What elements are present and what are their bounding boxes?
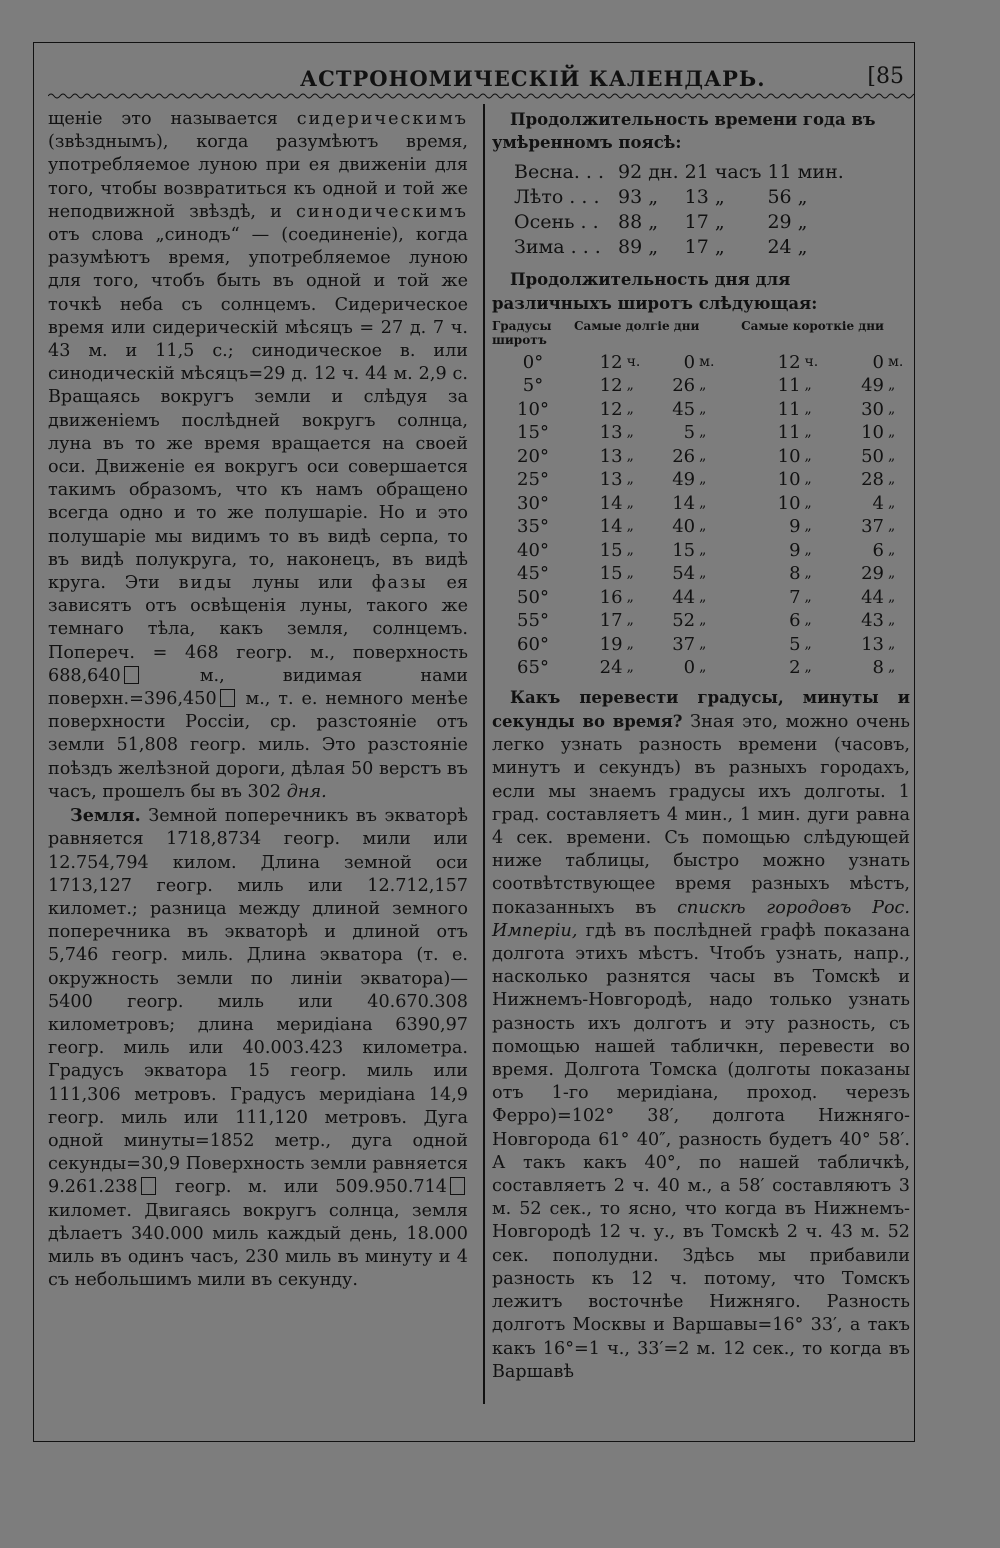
cell-sh: 10 (777, 492, 801, 514)
cell-sm: 28 (861, 469, 884, 491)
season-cell-m: 29 (767, 211, 792, 234)
cell-sm: 13 (861, 633, 884, 655)
cell-sh: 9 (789, 516, 801, 538)
cell-lhu: „ (626, 377, 634, 394)
cell-lh: 17 (599, 610, 623, 632)
cell-shu: „ (804, 659, 812, 676)
cell-lm: 5 (683, 422, 696, 444)
cell-lmu: „ (699, 612, 707, 629)
cell-lmu: „ (699, 447, 707, 464)
moon-paragraph: щеніе это называется сидерическимъ (звѣзднымъ), когда разумѣютъ время, употребляемое луною при ея движеніи для того, чтобы возвратиться къ одной и той же неподвижной звѣздѣ, и синодическимъ отъ слова „синодъ“ — (соединеніе), когда разумѣютъ время, употребляемое луною для того, чтобъ быть въ одной и той же точкѣ неба съ солнцемъ. Сидерическое время или сидерическій мѣсяцъ = 27 д. 7 ч. 43 м. и 11,5 с.; синодическое в. или синодическій мѣсяцъ=29 д. 12 ч. 44 м. 2,9 с. Вращаясь вокругъ земли и слѣдуя за движеніемъ послѣдней вокругъ солнца, луна въ то же время вращается на своей оси. Движеніе ея вокругъ оси совершается такимъ образомъ, что къ намъ обращено всегда одно и то же полушаріе. Но и это полушаріе мы видимъ то въ видѣ серпа, то въ видѣ полукруга, то, наконецъ, въ видѣ круга. Эти виды луны или фазы ея зависятъ отъ освѣщенія луны, такого же темнаго тѣла, какъ земля, солнцемъ. Попереч. = 468 геогр. м., поверхность 688,640 м., видимая нами поверхн.=396,450 м., т. е. немного менѣе поверхности Россіи, ср. разстояніе отъ земли 51,808 геогр. миль. Это разстояніе поѣздъ желѣзной дороги, дѣлая 50 верстъ въ часъ, прошелъ бы въ 302 дня. (48, 109, 468, 802)
cell-smu: м. (888, 353, 904, 370)
cell-shu: „ (804, 424, 812, 441)
cell-lat: 55° (517, 610, 549, 632)
cell-sh: 11 (777, 398, 801, 420)
cell-lat: 45° (517, 563, 549, 585)
term-phases: виды (178, 573, 234, 594)
table-row (492, 398, 908, 422)
table-row (492, 492, 908, 516)
cell-shu: „ (804, 541, 812, 558)
season-cell-d: 93 (618, 186, 643, 209)
cell-lat: 40° (517, 539, 549, 561)
cell-lmu: „ (699, 494, 707, 511)
cell-lh: 15 (599, 563, 623, 585)
cell-smu: „ (888, 541, 896, 558)
cell-sh: 10 (777, 445, 801, 467)
cell-lhu: „ (626, 471, 634, 488)
cell-lm: 52 (672, 610, 696, 632)
earth-paragraph: Земля. Земной поперечникъ въ экваторѣ равняется 1718,8734 геогр. мили или 12.754,794 килом. Длина земной оси 1713,127 геогр. миль или 12.712,157 километ.; разница между длиной земного поперечника въ экваторѣ и длиной отъ 5,746 геогр. миль. Длина экватора (т. е. окружность земли по линіи экватора)— 5400 геогр. миль или 40.670.308 километровъ; длина меридіана 6390,97 геогр. миль или 40.003.423 километра. Градусъ экватора 15 геогр. миль или 111,306 метровъ. Градусъ меридіана 14,9 геогр. миль или 111,120 метровъ. Дуга одной минуты=1852 метр., дуга одной секунды=30,9 Поверхность земли равняется 9.261.238 геогр. м. или 509.950.714 километ. Двигаясь вокругъ солнца, земля дѣлаетъ 340.000 миль каждый день, 18.000 миль въ одинъ часъ, 230 миль въ минуту и 4 съ небольшимъ мили въ секунду. (48, 805, 468, 1291)
cell-lat: 30° (517, 492, 549, 514)
cell-shu: „ (804, 612, 812, 629)
cell-lmu: „ (699, 377, 707, 394)
cell-sh: 2 (789, 657, 801, 679)
cell-shu: „ (804, 377, 812, 394)
cell-smu: „ (888, 588, 896, 605)
cell-lat: 5° (522, 375, 544, 397)
cell-lmu: „ (699, 400, 707, 417)
cell-lm: 0 (683, 351, 696, 373)
square-mile-symbol (124, 666, 139, 684)
cell-lhu: „ (626, 541, 634, 558)
season-cell-h: 17 (684, 236, 709, 259)
cell-sm: 6 (872, 539, 884, 561)
col-header-shortest: Самые короткіе дни (741, 318, 884, 333)
cell-sh: 9 (789, 539, 801, 561)
cell-smu: „ (888, 565, 896, 582)
conversion-paragraph: Какъ перевести градусы, минуты и секунды во время? Зная это, можно очень легко узнать разность времени (часовъ, минутъ и секундъ) въ разныхъ городахъ, если мы знаемъ градусы ихъ долготы. 1 град. составляетъ 4 мин., 1 мин. дуги равна 4 сек. времени. Съ помощью слѣдующей ниже таблицы, быстро можно узнать соотвѣтствующее время разныхъ мѣстъ, показанныхъ въ спискѣ городовъ Рос. Имперіи, гдѣ въ послѣдней графѣ показана долгота этихъ мѣстъ. Чтобъ узнать, напр., насколько разнятся часы въ Томскѣ и Нижнемъ-Новгородѣ, надо только узнать разность ихъ долготъ и эту разность, съ помощью нашей табличкн, перевести во время. Долгота Томска (долготы показаны отъ 1-го меридіана, проход. черезъ Ферро)=102° 38′, долгота Нижняго-Новгорода 61° 40″, разность будетъ 40° 58′. А такъ какъ 40°, по нашей табличкѣ, составляетъ 2 ч. 40 м., а 58′ составляютъ 3 м. 52 сек., то ясно, что когда въ Нижнемъ-Новгородѣ 12 ч. у., въ Томскѣ 2 ч. 43 м. 52 сек. пополудни. Здѣсь мы прибавили разность къ 12 ч. потому, что Томскъ лежитъ восточнѣе Нижняго. Разность долготъ Москвы и Варшавы=16° 33′, а такъ какъ 16°=1 ч., 33′=2 м. 12 сек., то когда въ Варшавѣ (492, 687, 911, 1382)
season-cell-du: дн. (648, 161, 679, 184)
season-cell-mu: „ (797, 236, 808, 259)
header-wavy-rule (48, 92, 914, 100)
cell-sm: 0 (872, 351, 884, 373)
left-column (48, 108, 468, 1292)
cell-lm: 40 (672, 516, 696, 538)
cell-smu: „ (888, 659, 896, 676)
season-cell-h: 21 (684, 161, 709, 184)
cell-lat: 0° (522, 351, 544, 373)
cell-lmu: „ (699, 565, 707, 582)
conversion-heading: Какъ перевести градусы, минуты и секунды во время? (492, 687, 910, 732)
col-header-longest: Самые долгіе дни (574, 318, 700, 333)
cell-lmu: „ (699, 588, 707, 605)
table-row (492, 539, 908, 563)
right-column (492, 108, 910, 1384)
cell-lm: 26 (672, 375, 696, 397)
cell-lmu: м. (699, 353, 715, 370)
season-cell-m: 24 (767, 236, 792, 259)
daylength-table (492, 317, 908, 680)
cell-sm: 44 (861, 586, 884, 608)
cell-shu: „ (804, 518, 812, 535)
cell-sh: 12 (777, 351, 801, 373)
cell-lhu: „ (626, 659, 634, 676)
cell-shu: „ (804, 565, 812, 582)
cell-shu: „ (804, 635, 812, 652)
cell-lhu: „ (626, 494, 634, 511)
cell-sm: 37 (861, 516, 884, 538)
earth-heading: Земля. (70, 805, 141, 827)
cell-smu: „ (888, 494, 896, 511)
cell-lh: 24 (599, 657, 623, 679)
cell-lh: 13 (599, 469, 623, 491)
cell-lmu: „ (699, 659, 707, 676)
cell-lat: 65° (517, 657, 549, 679)
table-row (492, 515, 908, 539)
table-row (492, 656, 908, 680)
season-row (514, 185, 850, 210)
cell-smu: „ (888, 447, 896, 464)
cell-smu: „ (888, 518, 896, 535)
cell-lm: 14 (672, 492, 696, 514)
season-cell-hu: „ (714, 211, 725, 234)
cell-lh: 12 (599, 398, 623, 420)
cell-lh: 19 (599, 633, 623, 655)
season-cell-d: 89 (618, 236, 643, 259)
cell-lat: 25° (517, 469, 549, 491)
season-cell-hu: часъ (714, 161, 762, 184)
table-row (492, 351, 908, 375)
cell-lhu: „ (626, 447, 634, 464)
season-cell-hu: „ (714, 236, 725, 259)
cell-shu: „ (804, 471, 812, 488)
cell-sm: 10 (861, 422, 884, 444)
season-cell-h: 13 (684, 186, 709, 209)
term-phase: фазы (371, 573, 428, 594)
cell-lh: 15 (599, 539, 623, 561)
table-row (492, 609, 908, 633)
cell-lmu: „ (699, 471, 707, 488)
cell-shu: „ (804, 447, 812, 464)
cell-lh: 12 (599, 375, 623, 397)
cell-lhu: „ (626, 565, 634, 582)
cell-sh: 11 (777, 375, 801, 397)
cell-lat: 20° (517, 445, 549, 467)
cell-lh: 14 (599, 516, 623, 538)
cell-smu: „ (888, 612, 896, 629)
term-sidereal: сидерическимъ (296, 109, 468, 129)
cell-sm: 30 (861, 398, 884, 420)
cell-smu: „ (888, 471, 896, 488)
cell-lat: 60° (517, 633, 549, 655)
cell-sh: 10 (777, 469, 801, 491)
cell-lm: 49 (672, 469, 696, 491)
square-mile-symbol (141, 1177, 156, 1195)
cell-shu: „ (804, 494, 812, 511)
cell-lhu: „ (626, 612, 634, 629)
table-row (492, 562, 908, 586)
cell-lm: 15 (672, 539, 696, 561)
cell-lhu: „ (626, 424, 634, 441)
cell-lmu: „ (699, 541, 707, 558)
daylength-heading: Продолжительность дня для различныхъ широтъ слѣдующая: (492, 270, 818, 313)
cell-sh: 5 (789, 633, 801, 655)
cell-lat: 10° (517, 398, 549, 420)
table-row (492, 374, 908, 398)
season-cell-mu: мин. (797, 161, 844, 184)
season-cell-d: 92 (618, 161, 643, 184)
cell-lm: 26 (672, 445, 696, 467)
term-synodic: синодическимъ (296, 201, 468, 222)
season-cell-name: Лѣто . . . (514, 186, 600, 209)
table-row (492, 586, 908, 610)
table-row (492, 421, 908, 445)
season-row (514, 160, 850, 185)
cell-lhu: „ (626, 518, 634, 535)
cell-smu: „ (888, 400, 896, 417)
cell-lmu: „ (699, 518, 707, 535)
season-cell-name: Зима . . . (514, 236, 601, 259)
cell-shu: „ (804, 400, 812, 417)
cell-sm: 43 (861, 610, 884, 632)
season-cell-du: „ (648, 236, 659, 259)
season-cell-name: Весна. . . (514, 161, 605, 184)
cell-lat: 50° (517, 586, 549, 608)
season-cell-hu: „ (714, 186, 725, 209)
season-cell-mu: „ (797, 211, 808, 234)
season-row (514, 210, 850, 235)
cell-lm: 45 (672, 398, 696, 420)
season-cell-m: 11 (767, 161, 792, 184)
cell-lh: 13 (599, 445, 623, 467)
cell-shu: ч. (804, 353, 819, 370)
cell-lm: 0 (683, 657, 696, 679)
season-cell-d: 88 (618, 211, 643, 234)
square-mile-symbol (220, 689, 235, 707)
seasons-table (514, 160, 850, 260)
season-cell-mu: „ (797, 186, 808, 209)
cell-sm: 4 (872, 492, 884, 514)
cell-sh: 8 (789, 563, 801, 585)
column-divider (483, 104, 485, 1404)
cell-shu: „ (804, 588, 812, 605)
cell-lm: 37 (672, 633, 696, 655)
season-cell-h: 17 (684, 211, 709, 234)
season-cell-m: 56 (767, 186, 792, 209)
cell-sh: 7 (789, 586, 801, 608)
cell-sm: 49 (861, 375, 884, 397)
cell-sm: 8 (872, 657, 884, 679)
season-cell-du: „ (648, 211, 659, 234)
cell-sm: 29 (861, 563, 884, 585)
cell-lm: 54 (672, 563, 696, 585)
cell-lm: 44 (672, 586, 696, 608)
cell-lhu: „ (626, 635, 634, 652)
square-mile-symbol (450, 1177, 465, 1195)
season-cell-name: Осень . . (514, 211, 599, 234)
col-header-latitude: Градусы широтъ (492, 318, 552, 347)
cell-smu: „ (888, 377, 896, 394)
page-number: [85 (867, 64, 904, 89)
running-title: АСТРОНОМИЧЕСКІЙ КАЛЕНДАРЬ. (300, 66, 766, 91)
cell-lhu: „ (626, 400, 634, 417)
cell-sh: 6 (789, 610, 801, 632)
cell-lat: 35° (517, 516, 549, 538)
season-row (514, 235, 850, 260)
cell-smu: „ (888, 635, 896, 652)
cell-sm: 50 (861, 445, 884, 467)
cell-lh: 16 (599, 586, 623, 608)
table-row (492, 445, 908, 469)
cell-lhu: „ (626, 588, 634, 605)
cell-lmu: „ (699, 424, 707, 441)
cell-lmu: „ (699, 635, 707, 652)
cell-sh: 11 (777, 422, 801, 444)
season-cell-du: „ (648, 186, 659, 209)
table-row (492, 468, 908, 492)
cell-lhu: ч. (626, 353, 641, 370)
table-row (492, 633, 908, 657)
seasons-heading: Продолжительность времени года въ умѣренномъ поясѣ: (492, 110, 876, 153)
cell-lh: 14 (599, 492, 623, 514)
cell-lh: 13 (599, 422, 623, 444)
cell-lat: 15° (517, 422, 549, 444)
cell-lh: 12 (599, 351, 623, 373)
cell-smu: „ (888, 424, 896, 441)
